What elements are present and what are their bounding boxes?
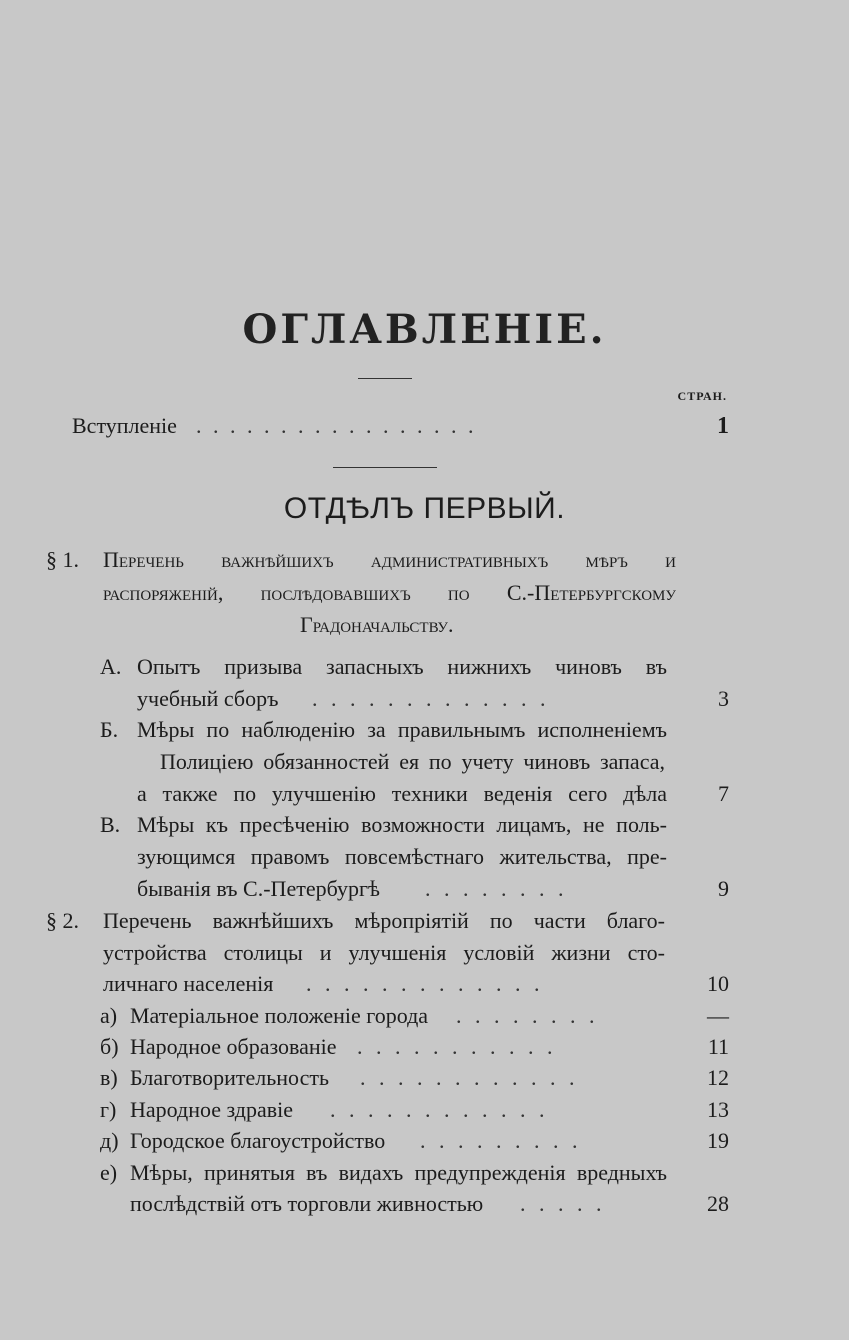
toc-entry-a-line1 — [0, 650, 849, 684]
toc-entry-v-line2 — [0, 840, 849, 874]
leader-dots: . . . . . . . . — [425, 876, 568, 901]
toc-entry-label: Мѣры къ пресѣченію возможности лицамъ, не поль- — [137, 812, 667, 837]
leader-dots: . . . . . — [520, 1191, 606, 1216]
entry-mark: Б. — [100, 717, 119, 742]
page-number: 9 — [718, 876, 729, 901]
entry-mark: б) — [100, 1034, 119, 1059]
toc-entry-label: учебный сборъ — [137, 686, 279, 711]
entry-mark: в) — [100, 1065, 118, 1090]
page-number: 13 — [707, 1097, 729, 1122]
page-number: 3 — [718, 686, 729, 711]
toc-entry-label: Городское благоустройство — [130, 1128, 386, 1153]
leader-dots: . . . . . . . . . . . — [357, 1034, 557, 1059]
title-rule — [358, 378, 412, 379]
toc-entry-v-line3 — [0, 872, 849, 906]
page-number: 7 — [718, 781, 729, 806]
toc-section-label: Перечень важнѣйшихъ административныхъ мѣръ и — [103, 547, 676, 572]
section-mark: § 2. — [46, 908, 79, 933]
toc-subentry — [0, 999, 849, 1033]
toc-subentry — [0, 1030, 849, 1064]
toc-subentry — [0, 1124, 849, 1158]
entry-mark: г) — [100, 1097, 117, 1122]
page-column-header: СТРАН. — [677, 389, 727, 403]
toc-section-2-line1 — [0, 904, 849, 938]
toc-entry-intro — [0, 409, 849, 443]
toc-entry-label: Народное здравіе — [130, 1097, 294, 1122]
toc-entry-label: Полиціею обязанностей ея по учету чиновъ запаса, — [160, 749, 665, 774]
leader-dots: . . . . . . . . . . . . . . . . . — [196, 413, 477, 438]
toc-subentry — [0, 1061, 849, 1095]
toc-entry-label: Вступленіе — [72, 413, 177, 438]
toc-entry-b-line2 — [0, 745, 849, 779]
entry-mark: А. — [100, 654, 122, 679]
toc-entry-label: зующимся правомъ повсемѣстнаго жительства, пре- — [137, 844, 667, 869]
entry-mark: е) — [100, 1160, 118, 1185]
toc-section-1-line1 — [0, 543, 849, 577]
toc-entry-label: послѣдствій отъ торговли живностью — [130, 1191, 484, 1216]
toc-entry-label: Опытъ призыва запасныхъ нижнихъ чиновъ въ — [137, 654, 667, 679]
toc-entry-a-line2 — [0, 682, 849, 716]
page-title: ОГЛАВЛЕНІЕ. — [242, 306, 607, 353]
toc-subentry-e-line2 — [0, 1187, 849, 1221]
entry-mark: д) — [100, 1128, 119, 1153]
part-title: ОТДѢЛЪ ПЕРВЫЙ. — [283, 492, 566, 525]
page-number: 12 — [707, 1065, 729, 1090]
section-mark: § 1. — [46, 547, 79, 572]
section-rule — [333, 467, 437, 468]
page-number: 1 — [717, 413, 729, 439]
page-number: — — [707, 1003, 729, 1028]
toc-section-label: устройства столицы и улучшенія условій жизни сто- — [103, 940, 665, 965]
page-number: 11 — [707, 1034, 729, 1059]
toc-entry-label: Благотворительность — [130, 1065, 330, 1090]
leader-dots: . . . . . . . . . — [420, 1128, 582, 1153]
toc-subentry-e-line1 — [0, 1156, 849, 1190]
page-number: 10 — [707, 971, 729, 996]
leader-dots: . . . . . . . . . . . . — [360, 1065, 579, 1090]
toc-section-1-line3 — [0, 608, 849, 642]
toc-entry-label: Мѣры по наблюденію за правильнымъ исполненіемъ — [137, 717, 667, 742]
toc-entry-label: Матеріальное положеніе города — [130, 1003, 429, 1028]
entry-mark: В. — [100, 812, 121, 837]
leader-dots: . . . . . . . . . . . . . — [306, 971, 544, 996]
page-number: 28 — [707, 1191, 729, 1216]
toc-section-2-line2 — [0, 936, 849, 970]
toc-entry-b-line1 — [0, 713, 849, 747]
toc-entry-label: а также по улучшенію техники веденія сего дѣла — [137, 781, 667, 806]
page-number: 19 — [707, 1128, 729, 1153]
toc-section-1-line2 — [0, 576, 849, 610]
leader-dots: . . . . . . . . — [456, 1003, 599, 1028]
toc-section-2-line3 — [0, 967, 849, 1001]
toc-subentry — [0, 1093, 849, 1127]
toc-section-label: Градоначальству. — [300, 612, 454, 637]
leader-dots: . . . . . . . . . . . . — [330, 1097, 549, 1122]
toc-entry-v-line1 — [0, 808, 849, 842]
toc-section-label: распоряженій, послѣдовавшихъ по С.-Петербургскому — [103, 580, 676, 605]
toc-entry-b-line3 — [0, 777, 849, 811]
toc-entry-label: Мѣры, принятыя въ видахъ предупрежденія вредныхъ — [130, 1160, 667, 1185]
leader-dots: . . . . . . . . . . . . . — [312, 686, 550, 711]
toc-entry-label: Народное образованіе — [130, 1034, 337, 1059]
toc-section-label: личнаго населенія — [103, 971, 274, 996]
toc-entry-label: быванія въ С.-Петербургѣ — [137, 876, 380, 901]
entry-mark: а) — [100, 1003, 118, 1028]
toc-section-label: Перечень важнѣйшихъ мѣропріятій по части благо- — [103, 908, 665, 933]
